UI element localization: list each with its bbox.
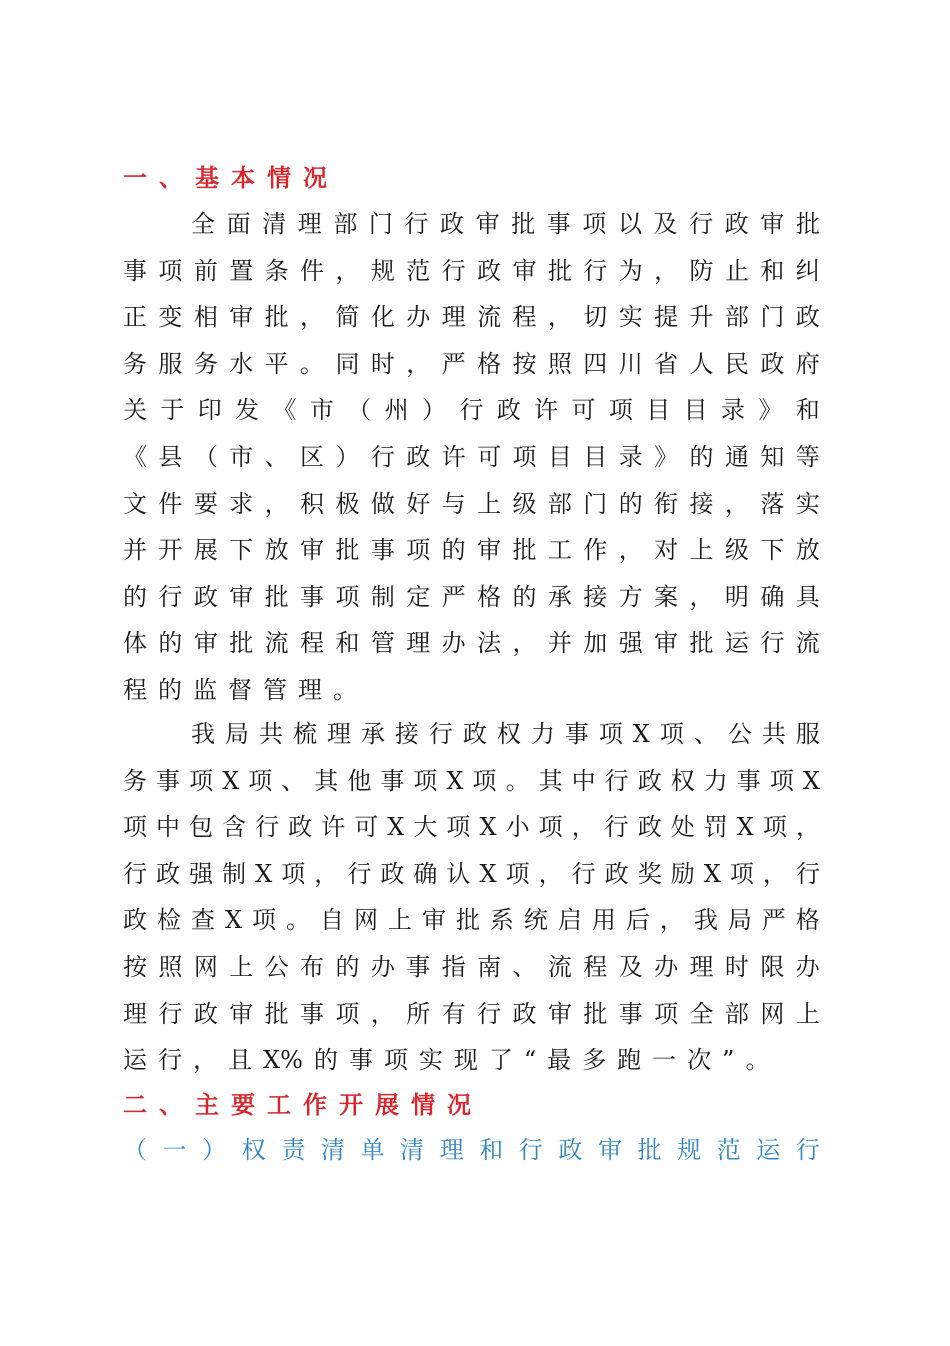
paragraph-basic-line: 并 开 展 下 放 审 批 事 项 的 审 批 工 作 ， 对 上 级 下 放: [123, 536, 820, 565]
paragraph-basic-line: 务 服 务 水 平 。 同 时 ， 严 格 按 照 四 川 省 人 民 政 府: [123, 349, 820, 378]
paragraph-basic-line: 正 变 相 审 批 ， 简 化 办 理 流 程 ， 切 实 提 升 部 门 政: [123, 303, 820, 332]
paragraph-basic-line: 《 县 （ 市 、 区 ） 行 政 许 可 项 目 目 录 》 的 通 知 等: [123, 443, 820, 471]
paragraph-basic-line: 全 面 清 理 部 门 行 政 审 批 事 项 以 及 行 政 审 批: [191, 210, 820, 238]
paragraph-basic-line: 的 行 政 审 批 事 项 制 定 严 格 的 承 接 方 案 ， 明 确 具: [123, 582, 820, 611]
paragraph-count-line: 按 照 网 上 公 布 的 办 事 指 南 、 流 程 及 办 理 时 限 办: [123, 953, 820, 981]
paragraph-basic-line: 文 件 要 求 ， 积 极 做 好 与 上 级 部 门 的 衔 接 ， 落 实: [123, 489, 820, 518]
paragraph-count-line: 运 行 ， 且 X% 的 事 项 实 现 了 “ 最 多 跑 一 次 ” 。: [123, 1046, 770, 1075]
subsection-heading-responsibility-list: （ 一 ） 权 责 清 单 清 理 和 行 政 审 批 规 范 运 行: [123, 1136, 820, 1164]
paragraph-count-line: 行 政 强 制 X 项 ， 行 政 确 认 X 项 ， 行 政 奖 励 X 项 ， 行: [123, 859, 820, 888]
document-page: [123, 0, 820, 1346]
paragraph-basic-line: 关 于 印 发 《 市 （ 州 ） 行 政 许 可 项 目 目 录 》 和: [123, 396, 820, 425]
paragraph-basic-line: 体 的 审 批 流 程 和 管 理 办 法 ， 并 加 强 审 批 运 行 流: [123, 629, 820, 658]
paragraph-count-line: 我 局 共 梳 理 承 接 行 政 权 力 事 项 X 项 、 公 共 服: [191, 720, 820, 748]
paragraph-count-line: 政 检 查 X 项 。 自 网 上 审 批 系 统 启 用 后 ， 我 局 严 格: [123, 906, 820, 935]
section-heading-basic: 一 、 基 本 情 况: [123, 163, 327, 192]
paragraph-count-line: 项 中 包 含 行 政 许 可 X 大 项 X 小 项 ， 行 政 处 罚 X 项 ，: [123, 813, 820, 842]
paragraph-count-line: 理 行 政 审 批 事 项 ， 所 有 行 政 审 批 事 项 全 部 网 上: [123, 999, 820, 1028]
paragraph-basic-line: 事 项 前 置 条 件 ， 规 范 行 政 审 批 行 为 ， 防 止 和 纠: [123, 256, 820, 285]
section-heading-main-work: 二 、 主 要 工 作 开 展 情 况: [123, 1090, 471, 1119]
paragraph-basic-line: 程 的 监 督 管 理 。: [123, 676, 357, 704]
paragraph-count-line: 务 事 项 X 项 、 其 他 事 项 X 项 。 其 中 行 政 权 力 事 项 X: [123, 766, 820, 795]
